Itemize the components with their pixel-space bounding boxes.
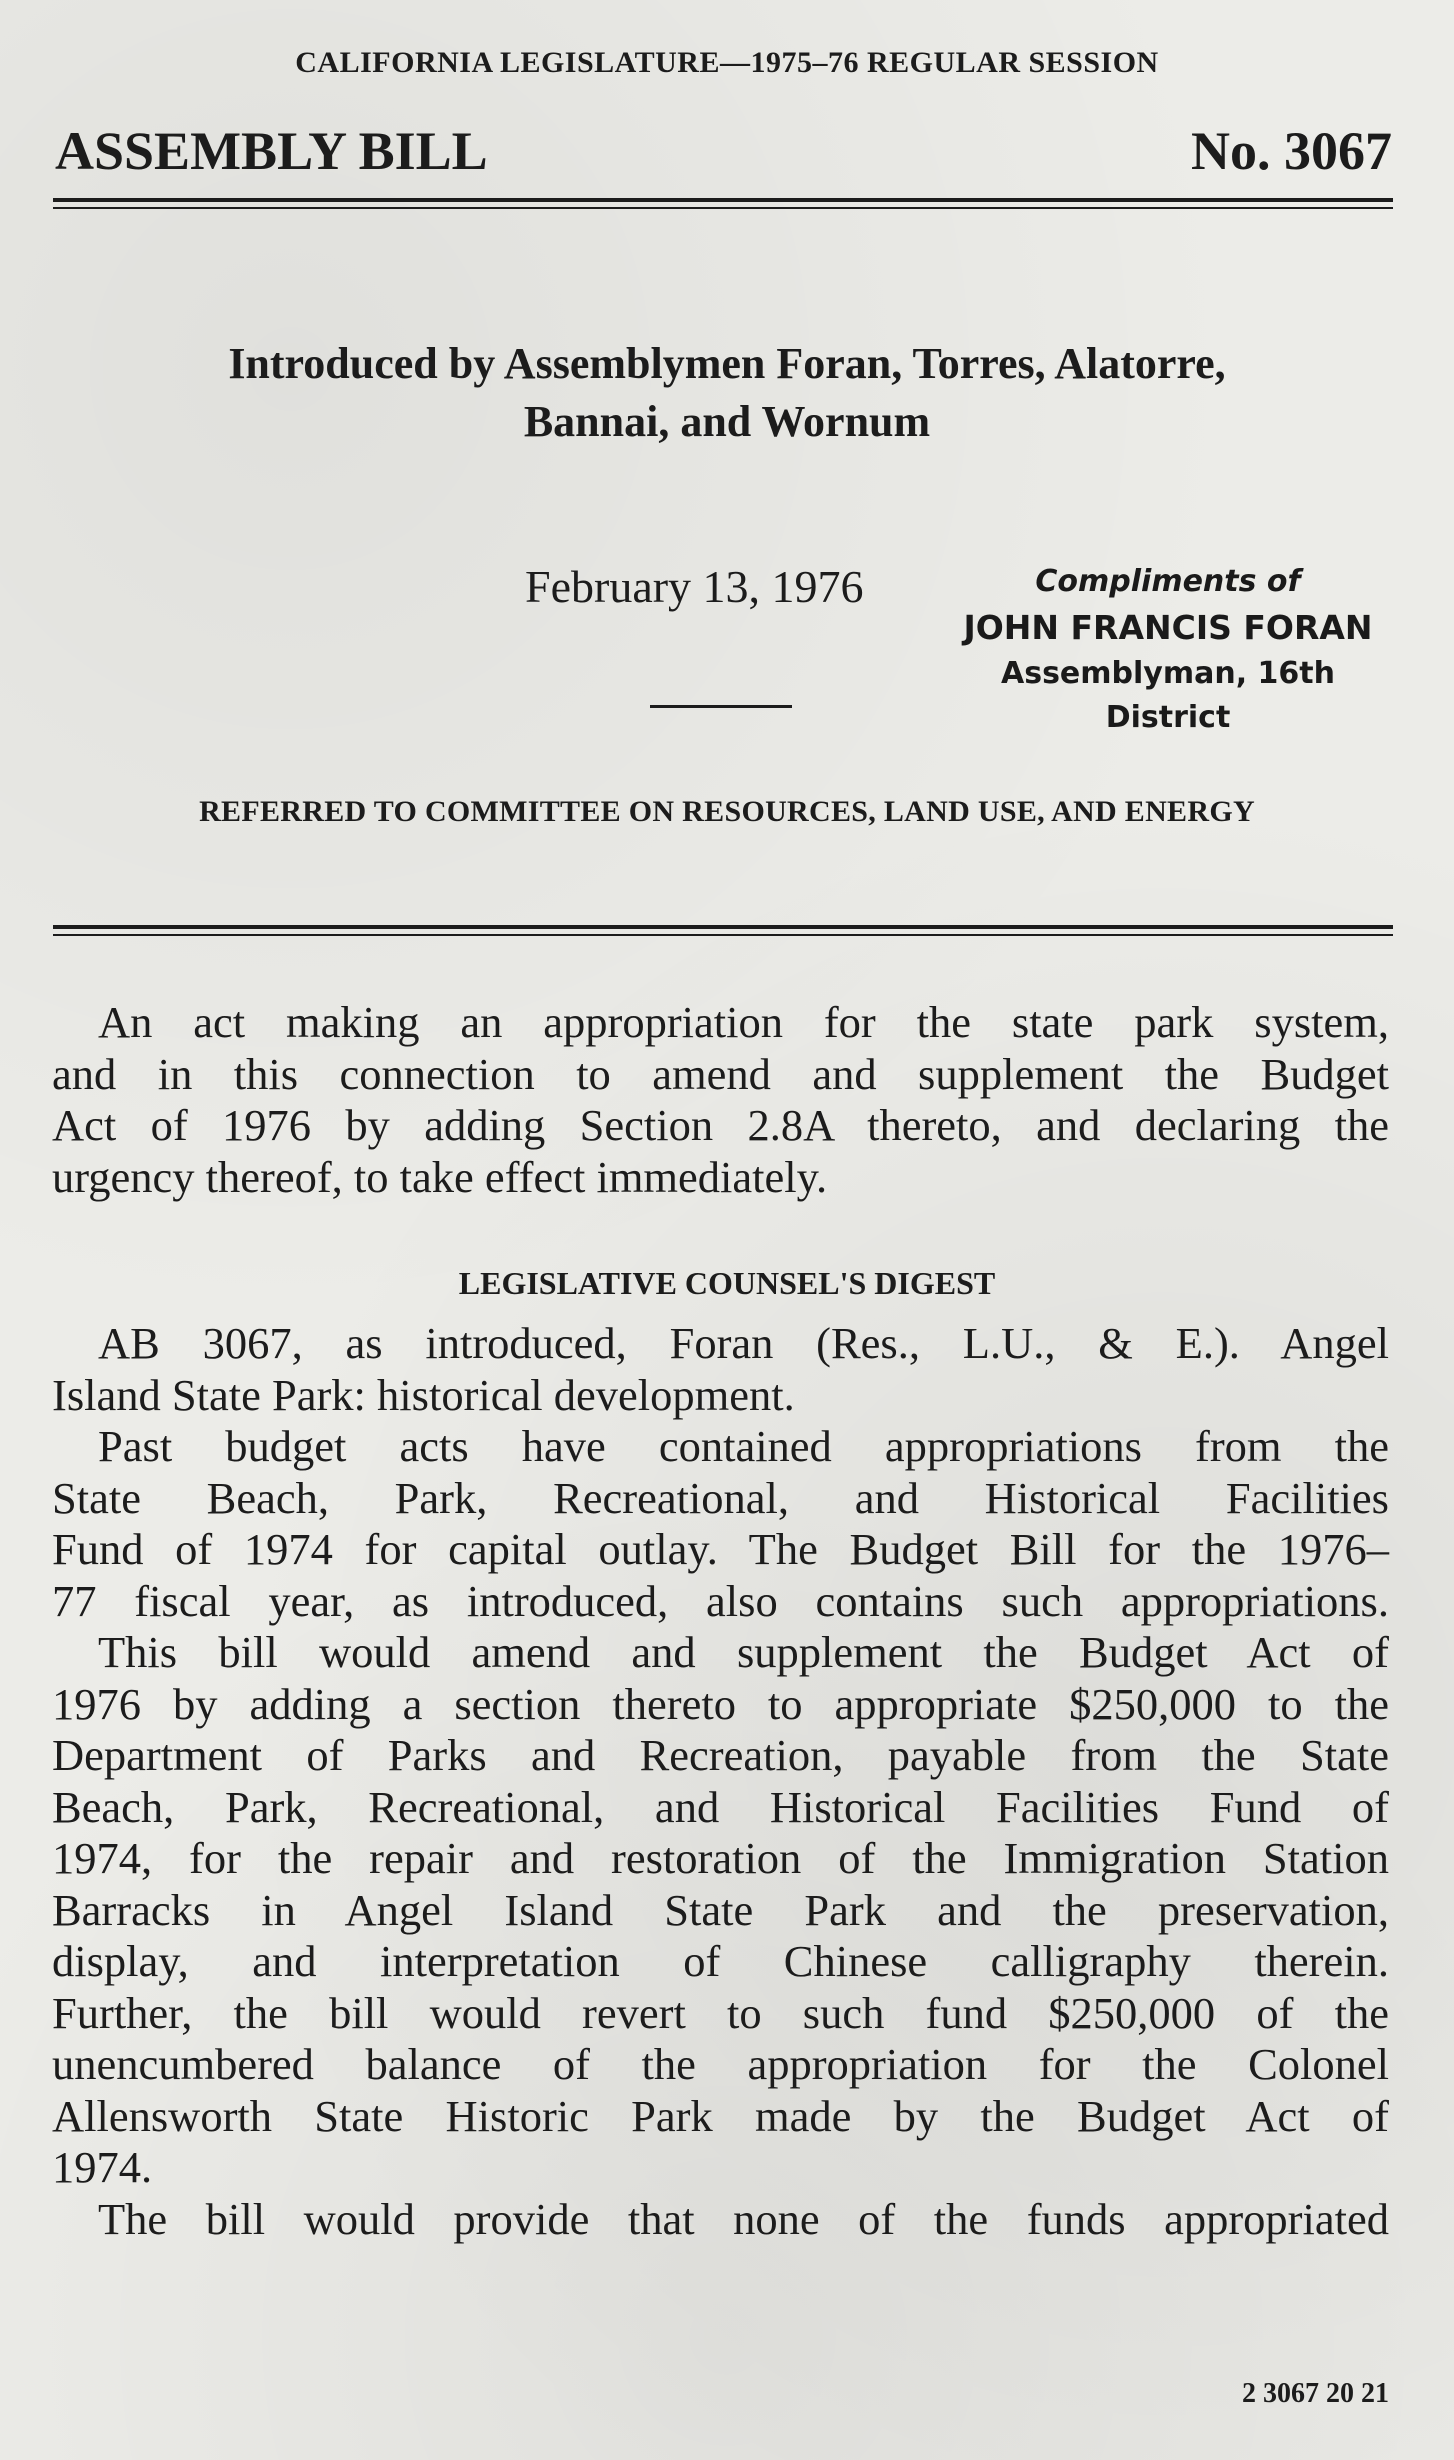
digest-line: Island State Park: historical development. [52,1369,795,1420]
stamp-line-3: Assemblyman, 16th District [1001,656,1335,735]
digest-line: This bill would amend and supplement the Budget Act of [98,1627,1389,1677]
committee-referral: REFERRED TO COMMITTEE ON RESOURCES, LAND USE, AND ENERGY [199,795,1255,828]
page-code: 2 3067 20 21 [1242,2378,1389,2409]
digest-line: 77 fiscal year, as introduced, also contains such appropriations. [52,1575,1389,1626]
digest-line: AB 3067, as introduced, Foran (Res., L.U., & E.). Angel [98,1318,1389,1368]
digest-line: Barracks in Angel Island State Park and the preservation, [52,1884,1389,1935]
introduced-by-line-1: Introduced by Assemblymen Foran, Torres, Alatorre, [228,339,1226,388]
introduced-by [0,335,1454,451]
digest-line: Fund of 1974 for capital outlay. The Budget Bill for the 1976– [52,1524,1389,1574]
digest-body [52,1318,1389,2245]
digest-line: Allensworth State Historic Park made by the Budget Act of [52,2090,1389,2141]
section-rule-thick [53,925,1393,929]
stamp-line-2: JOHN FRANCIS FORAN [963,608,1373,647]
header-rule-thick [53,198,1393,202]
session-heading: CALIFORNIA LEGISLATURE—1975–76 REGULAR SESSION [295,46,1159,79]
digest-line: Department of Parks and Recreation, payable from the State [52,1730,1389,1780]
introduced-by-line-2: Bannai, and Wornum [523,397,931,446]
title-line: Act of 1976 by adding Section 2.8A thereto, and declaring the [52,1100,1389,1150]
bill-number: No. 3067 [1191,121,1392,181]
title-paragraph [52,997,1389,1203]
title-line: An act making an appropriation for the state park system, [98,997,1389,1047]
digest-line: display, and interpretation of Chinese calligraphy therein. [52,1936,1389,1986]
digest-line: 1976 by adding a section thereto to appropriate $250,000 to the [52,1678,1389,1729]
title-line: and in this connection to amend and supplement the Budget [52,1048,1389,1099]
title-line: urgency thereof, to take effect immediately. [52,1151,828,1202]
digest-line: unencumbered balance of the appropriation for the Colonel [52,2039,1389,2089]
digest-line: Beach, Park, Recreational, and Historical Facilities Fund of [52,1781,1389,1832]
header-rule-thin [53,207,1393,209]
introduction-date: February 13, 1976 [525,561,864,612]
digest-line: 1974. [52,2142,153,2192]
digest-line: 1974, for the repair and restoration of the Immigration Station [52,1833,1389,1883]
digest-line: The bill would provide that none of the funds appropriated [98,2193,1389,2244]
date-divider [650,705,792,708]
digest-line: Past budget acts have contained appropriations from the [98,1421,1389,1471]
compliments-stamp [958,560,1378,740]
section-rule-thin [53,934,1393,936]
digest-heading: LEGISLATIVE COUNSEL'S DIGEST [458,1265,996,1301]
digest-line: State Beach, Park, Recreational, and Historical Facilities [52,1472,1389,1523]
bill-type-heading: ASSEMBLY BILL [55,121,488,181]
digest-line: Further, the bill would revert to such fund $250,000 of the [52,1987,1389,2038]
stamp-line-1: Compliments of [1035,564,1301,599]
